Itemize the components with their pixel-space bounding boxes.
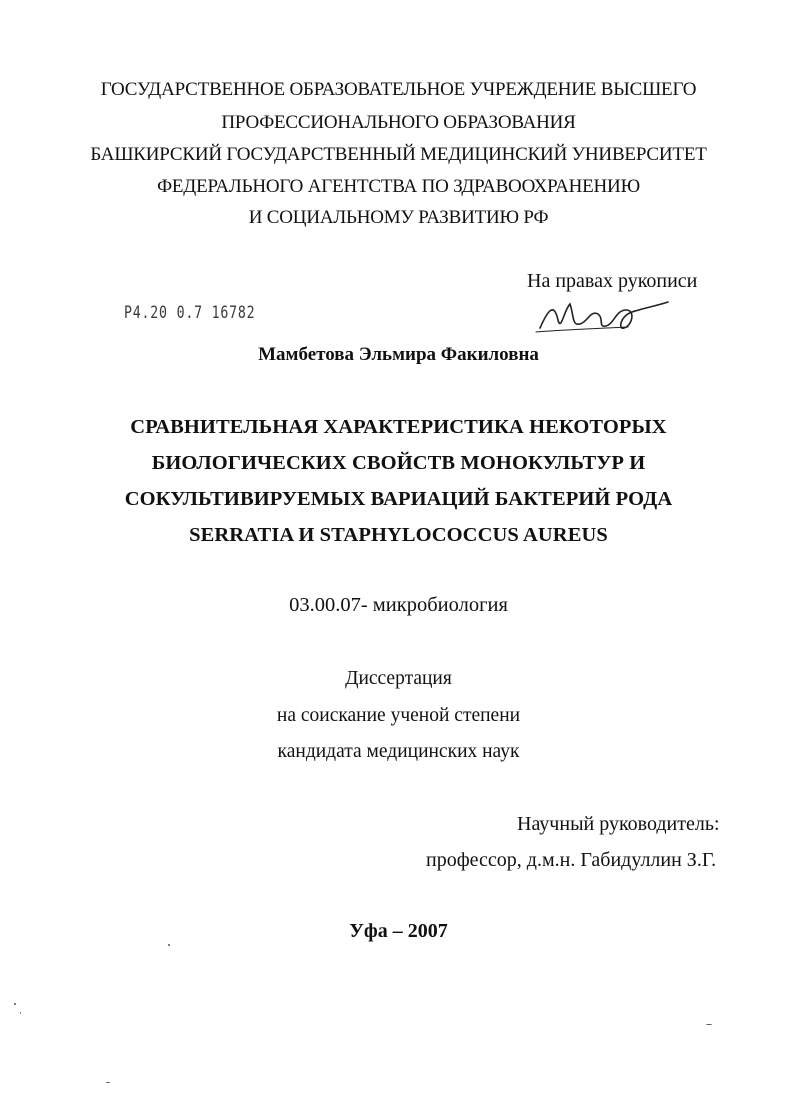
registration-stamp: Р4.20 0.7 16782 xyxy=(124,303,256,323)
scan-speck xyxy=(168,944,170,946)
institution-line-2: ПРОФЕССИОНАЛЬНОГО ОБРАЗОВАНИЯ xyxy=(221,112,576,133)
degree-name: кандидата медицинских наук xyxy=(277,741,520,762)
institution-line-3: БАШКИРСКИЙ ГОСУДАРСТВЕННЫЙ МЕДИЦИНСКИЙ УНИВЕРСИТЕТ xyxy=(90,144,707,165)
scan-speck xyxy=(106,1082,110,1083)
scan-speck xyxy=(20,1012,21,1014)
handwritten-signature xyxy=(528,280,678,350)
scan-speck xyxy=(706,1024,712,1025)
institution-line-5: И СОЦИАЛЬНОМУ РАЗВИТИЮ РФ xyxy=(248,207,549,228)
title-line-2: БИОЛОГИЧЕСКИХ СВОЙСТВ МОНОКУЛЬТУР И xyxy=(151,452,646,474)
document-type: Диссертация xyxy=(345,668,452,689)
supervisor-label: Научный руководитель: xyxy=(517,813,720,835)
specialty-code: 03.00.07- микробиология xyxy=(289,594,508,616)
degree-purpose: на соискание ученой степени xyxy=(276,705,521,726)
supervisor-name: профессор, д.м.н. Габидуллин З.Г. xyxy=(426,849,717,871)
title-line-4: SERRATIA И STAPHYLOCOCCUS AUREUS xyxy=(189,524,608,546)
scan-speck xyxy=(14,1003,16,1005)
city-year: Уфа – 2007 xyxy=(349,920,448,942)
author-name: Мамбетова Эльмира Факиловна xyxy=(258,344,539,365)
title-line-1: СРАВНИТЕЛЬНАЯ ХАРАКТЕРИСТИКА НЕКОТОРЫХ xyxy=(130,416,667,438)
manuscript-rights-note: На правах рукописи xyxy=(527,270,698,292)
title-line-3: СОКУЛЬТИВИРУЕМЫХ ВАРИАЦИЙ БАКТЕРИЙ РОДА xyxy=(124,488,673,510)
institution-line-4: ФЕДЕРАЛЬНОГО АГЕНТСТВА ПО ЗДРАВООХРАНЕНИЮ xyxy=(157,176,640,197)
institution-line-1: ГОСУДАРСТВЕННОЕ ОБРАЗОВАТЕЛЬНОЕ УЧРЕЖДЕНИЕ ВЫСШЕГО xyxy=(100,79,697,100)
